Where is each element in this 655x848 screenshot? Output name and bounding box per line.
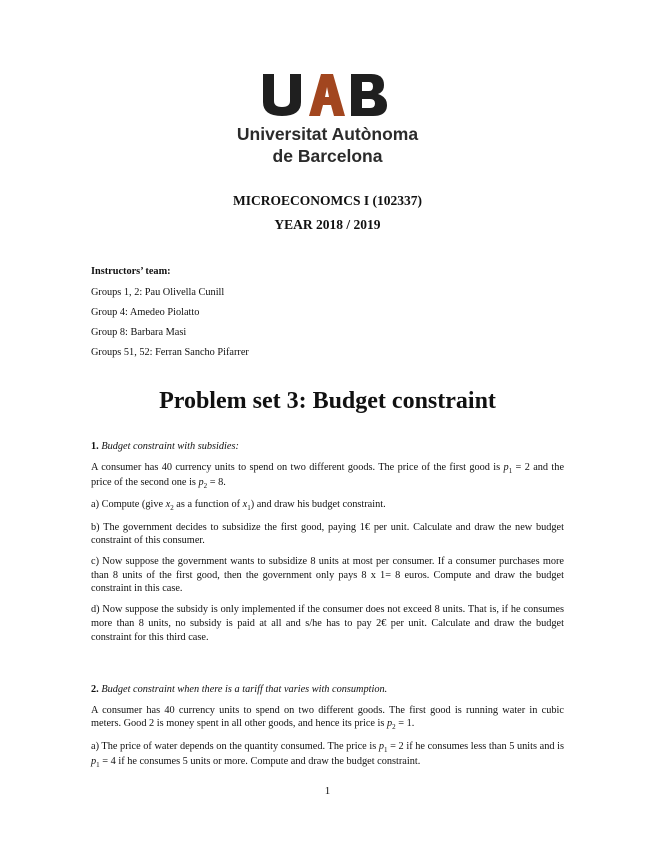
logo-letter-u (263, 74, 301, 116)
section-1-question-d: d) Now suppose the subsidy is only implemented if the consumer does not exceed 8 units. That is, if he consumes more than 8 units, no subsidy is paid at all and s/he has to pay 2€ per unit. Calculate and draw the budget constraint for this third case. (91, 604, 564, 643)
problem-set-title: Problem set 3: Budget constraint (159, 388, 496, 414)
course-header (0, 193, 655, 241)
section-2 (91, 683, 564, 777)
section-1 (91, 440, 564, 651)
instructor-group: Groups 51, 52: Ferran Sancho Pifarrer (91, 347, 249, 358)
instructor-group: Group 8: Barbara Masi (91, 327, 187, 338)
course-year: YEAR 2018 / 2019 (274, 217, 381, 232)
section-2-title: Budget constraint when there is a tariff that varies with consumption. (101, 684, 388, 695)
section-2-question-a: a) The price of water depends on the quantity consumed. The price is $p_1 = 2$ if he consumes less than 5 units and is $p_1 = 4$ if he consumes 5 units or more. Compute and draw the budget constraint. (91, 740, 564, 770)
logo-letter-a (309, 74, 345, 116)
section-2-number: 2. (91, 684, 99, 695)
section-1-question-c: c) Now suppose the government wants to subsidize 8 units at most per consumer. If a consumer purchases more than 8 units of the first good, then the government only pays 8 x 1= 8 euros. Compute and draw the budget constraint in this case. (91, 556, 564, 595)
page-number: 1 (324, 785, 331, 797)
section-1-title: Budget constraint with subsidies: (101, 441, 239, 452)
section-1-question-b: b) The government decides to subsidize the first good, paying 1€ per unit. Calculate and draw the new budget constraint of this consumer. (91, 521, 564, 547)
university-name-line2: de Barcelona (272, 146, 383, 166)
section-1-intro: A consumer has 40 currency units to spend on two different goods. The price of the first good is $p_1 = 2$ and the price of the second one is $p_2 = 8$. (91, 461, 565, 491)
university-name-line1: Universitat Autònoma (236, 124, 419, 144)
section-2-intro: A consumer has 40 currency units to spend on two different goods. The first good is running water in cubic meters. Good 2 is money spent in all other goods, and hence its price is $p_2 = 1$. (91, 704, 564, 732)
logo-letter-b (351, 74, 387, 116)
instructors-heading: Instructors’ team: (91, 266, 171, 277)
section-1-question-a: a) Compute (give $x_2$ as a function of $x_1$) and draw his budget constraint. (91, 499, 386, 513)
section-1-heading (91, 440, 564, 454)
section-1-number: 1. (91, 441, 99, 452)
section-2-heading (91, 683, 564, 697)
instructor-group: Group 4: Amedeo Piolatto (91, 307, 200, 318)
course-title: MICROECONOMCS I (102337) (233, 193, 422, 208)
instructors-section (91, 266, 249, 367)
university-name (0, 124, 655, 167)
instructor-group: Groups 1, 2: Pau Olivella Cunill (91, 287, 225, 298)
uab-logo-icon (263, 74, 387, 116)
